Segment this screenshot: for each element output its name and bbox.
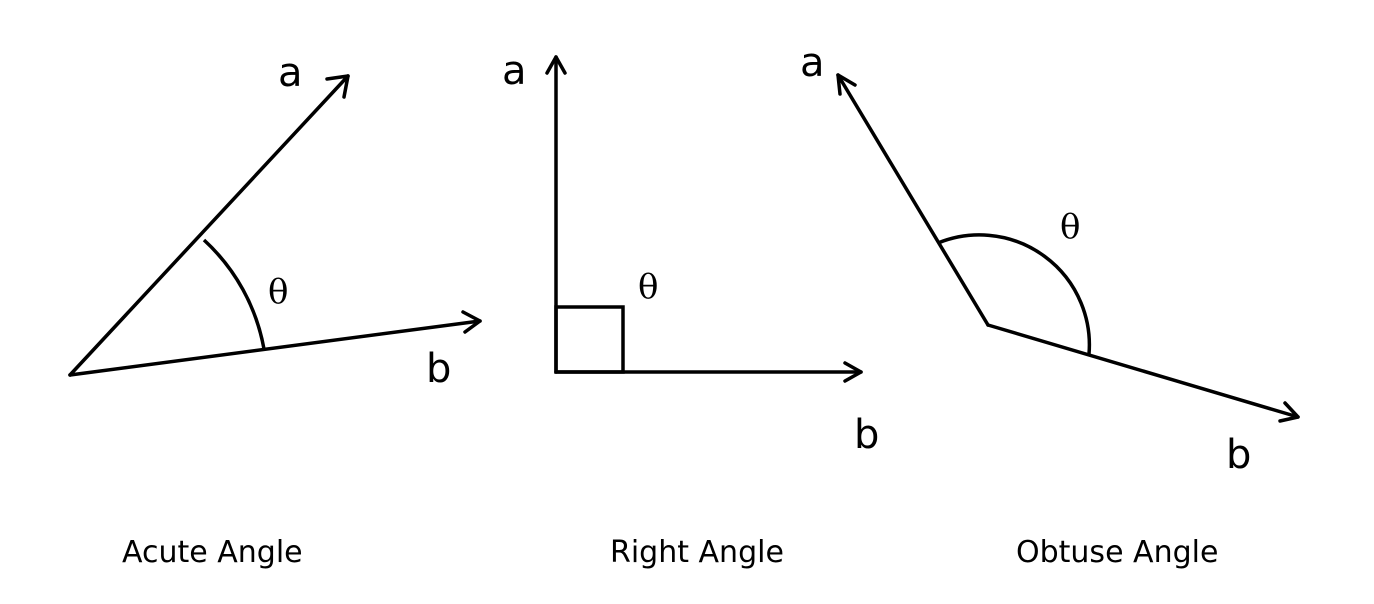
obtuse-angle-arc [938,235,1089,354]
obtuse-vector-b [988,325,1298,417]
acute-angle-arc [204,240,264,349]
acute-vector-a-label: a [278,50,303,96]
obtuse-vector-a [838,75,988,325]
obtuse-angle-panel [800,40,1298,570]
obtuse-angle-label: θ [1060,207,1081,247]
obtuse-angle-caption: Obtuse Angle [1016,535,1219,570]
acute-angle-label: θ [268,272,289,312]
obtuse-vector-b-label: b [1226,432,1252,478]
acute-vector-b-label: b [426,346,452,392]
acute-angle-caption: Acute Angle [122,535,303,570]
right-vector-b-label: b [854,412,880,458]
right-angle-panel [502,48,879,570]
acute-vector-b [70,321,480,375]
right-angle-label: θ [638,267,659,307]
right-angle-marker [556,307,623,372]
obtuse-vector-a-label: a [800,40,825,86]
acute-angle-panel [70,50,480,570]
right-vector-a-label: a [502,48,527,94]
right-angle-caption: Right Angle [610,535,784,570]
acute-vector-a [70,76,348,375]
